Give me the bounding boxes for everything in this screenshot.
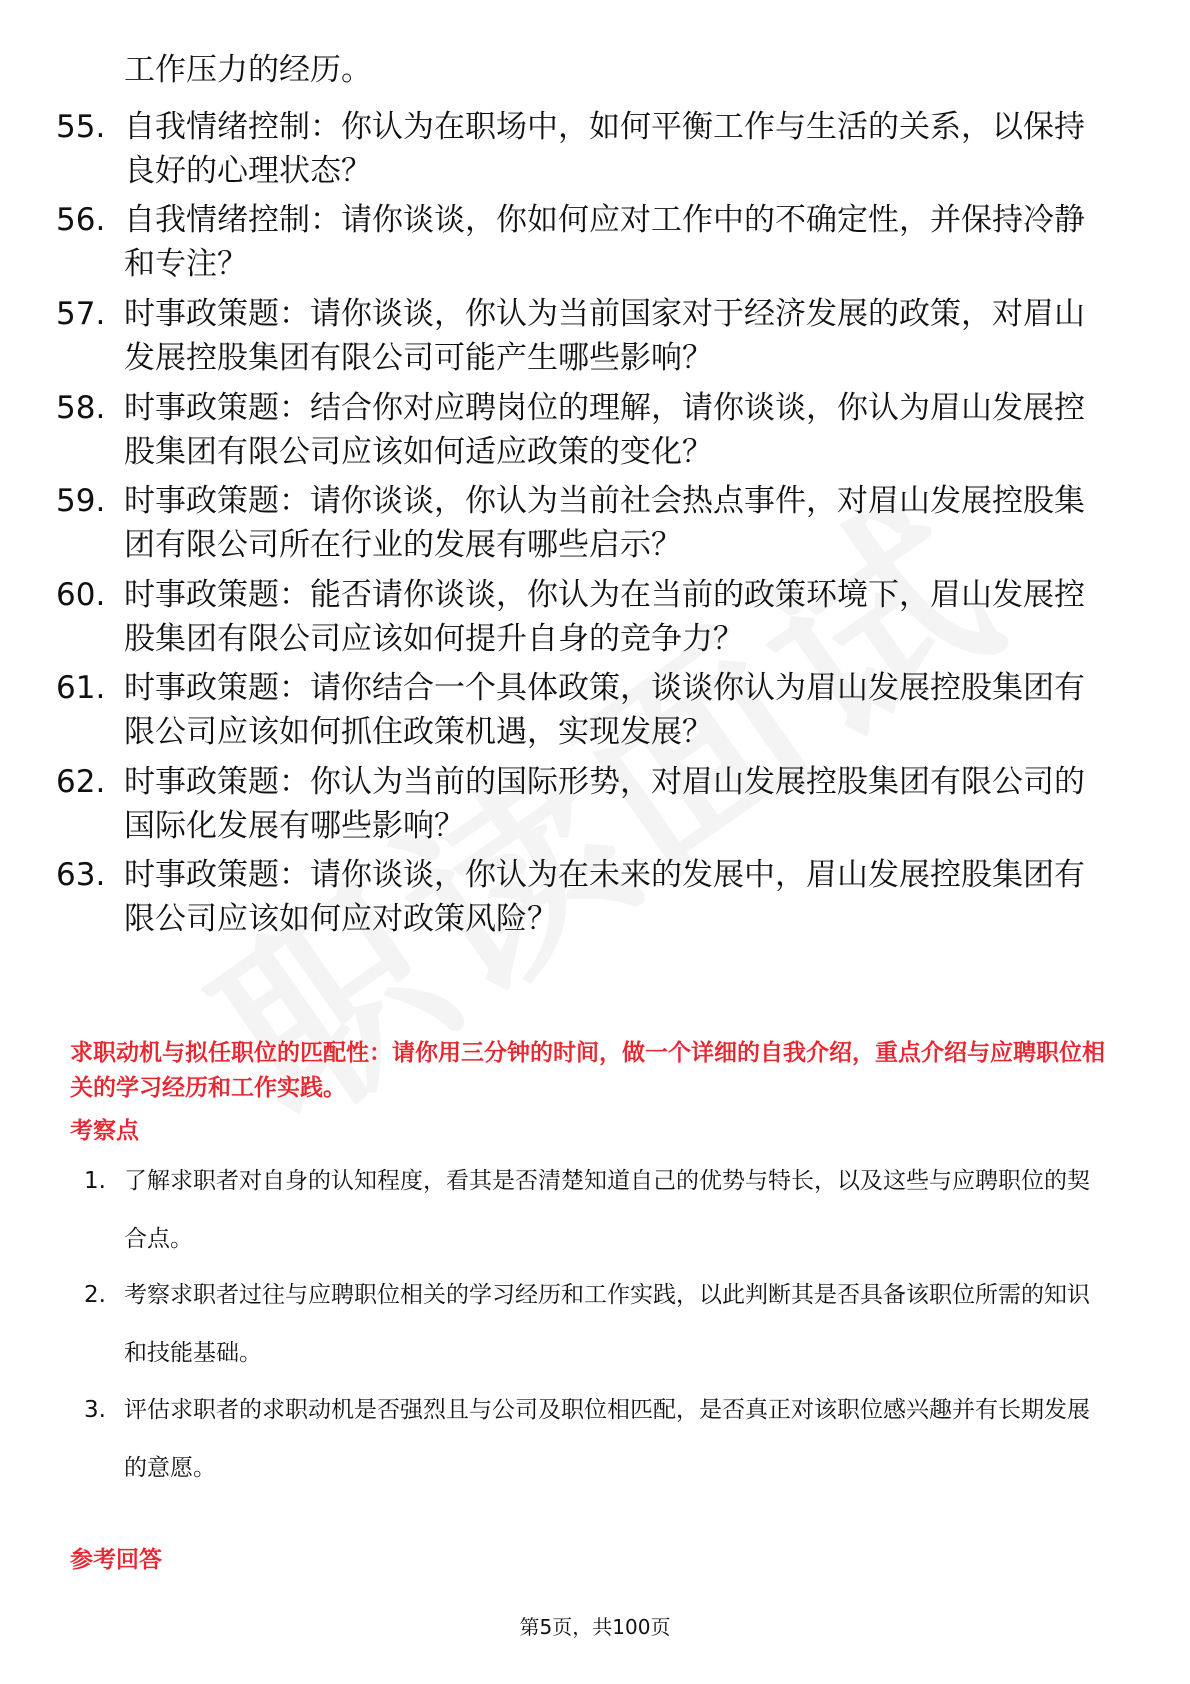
question-number: 59. bbox=[56, 483, 106, 519]
answer-heading: 参考回答 bbox=[70, 1547, 162, 1573]
page-footer: 第5页，共100页 bbox=[519, 1615, 671, 1639]
question-text: 时事政策题：结合你对应聘岗位的理解，请你谈谈，你认为眉山发展控股集团有限公司应该如何适应政策的变化？ bbox=[124, 390, 1085, 470]
question-text: 时事政策题：能否请你谈谈，你认为在当前的政策环境下，眉山发展控股集团有限公司应该如何提升自身的竞争力？ bbox=[124, 577, 1085, 657]
point-text: 评估求职者的求职动机是否强烈且与公司及职位相匹配，是否真正对该职位感兴趣并有长期发展的意愿。 bbox=[124, 1397, 1090, 1481]
question-number: 56. bbox=[56, 202, 106, 238]
question-text: 时事政策题：请你谈谈，你认为当前社会热点事件，对眉山发展控股集团有限公司所在行业的发展有哪些启示？ bbox=[124, 483, 1085, 563]
question-number: 63. bbox=[56, 857, 106, 893]
question-text: 时事政策题：请你结合一个具体政策，谈谈你认为眉山发展控股集团有限公司应该如何抓住政策机遇，实现发展？ bbox=[124, 670, 1085, 750]
point-text: 考察求职者过往与应聘职位相关的学习经历和工作实践，以此判断其是否具备该职位所需的知识和技能基础。 bbox=[124, 1282, 1090, 1366]
continued-text: 工作压力的经历。 bbox=[124, 52, 372, 88]
question-text: 自我情绪控制：请你谈谈，你如何应对工作中的不确定性，并保持冷静和专注？ bbox=[124, 202, 1085, 282]
question-text: 时事政策题：你认为当前的国际形势，对眉山发展控股集团有限公司的国际化发展有哪些影响？ bbox=[124, 764, 1085, 844]
question-number: 60. bbox=[56, 577, 106, 613]
point-number: 1. bbox=[84, 1168, 106, 1194]
question-text: 自我情绪控制：你认为在职场中，如何平衡工作与生活的关系，以保持良好的心理状态？ bbox=[124, 109, 1085, 189]
question-number: 62. bbox=[56, 764, 106, 800]
featured-question-title: 求职动机与拟任职位的匹配性：请你用三分钟的时间，做一个详细的自我介绍，重点介绍与应聘职位相关的学习经历和工作实践。 bbox=[70, 1040, 1105, 1101]
question-text: 时事政策题：请你谈谈，你认为当前国家对于经济发展的政策，对眉山发展控股集团有限公司可能产生哪些影响？ bbox=[124, 296, 1085, 376]
point-number: 3. bbox=[84, 1397, 106, 1423]
points-heading: 考察点 bbox=[70, 1118, 139, 1144]
question-number: 57. bbox=[56, 296, 106, 332]
question-number: 58. bbox=[56, 390, 106, 426]
question-number: 55. bbox=[56, 109, 106, 145]
point-number: 2. bbox=[84, 1282, 106, 1308]
question-number: 61. bbox=[56, 670, 106, 706]
question-text: 时事政策题：请你谈谈，你认为在未来的发展中，眉山发展控股集团有限公司应该如何应对政策风险？ bbox=[124, 857, 1085, 937]
point-text: 了解求职者对自身的认知程度，看其是否清楚知道自己的优势与特长，以及这些与应聘职位的契合点。 bbox=[124, 1168, 1090, 1252]
